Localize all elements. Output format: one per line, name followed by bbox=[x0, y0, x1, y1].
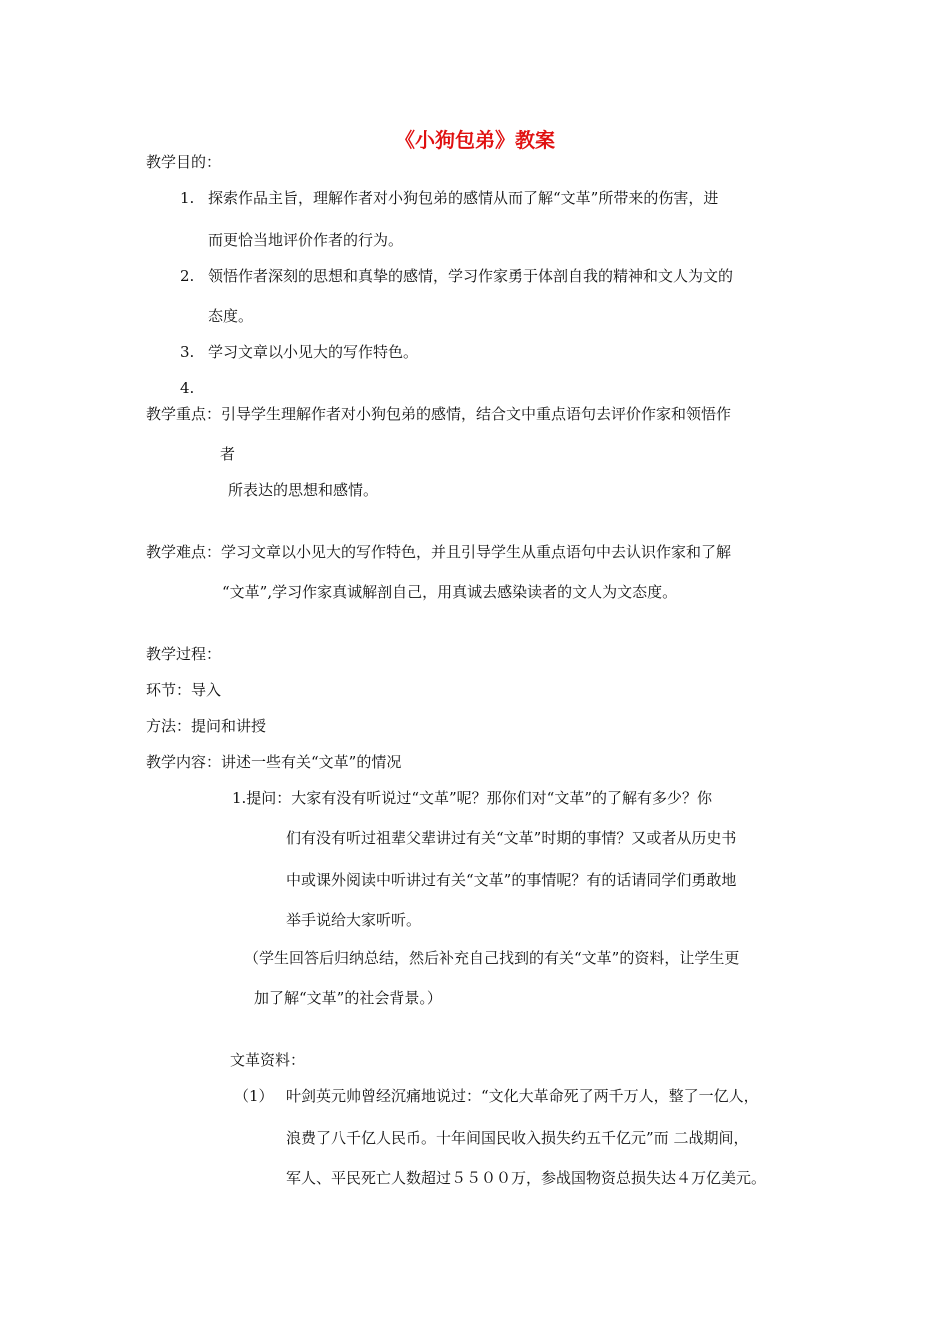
goals-label: 教学目的： bbox=[146, 153, 222, 171]
question-line-1: 1.提问：大家有没有听说过“文革”呢？那你们对“文革”的了解有多少？你 bbox=[232, 789, 712, 807]
goal-item-2 bbox=[180, 266, 733, 286]
content-line: 教学内容：讲述一些有关“文革”的情况 bbox=[146, 753, 402, 771]
goal-number: 4. bbox=[180, 379, 195, 397]
segment-line: 环节：导入 bbox=[146, 681, 222, 699]
question-line-2: 们有没有听过祖辈父辈讲过有关“文革”时期的事情？又或者从历史书 bbox=[286, 829, 737, 847]
goal-number: 1. bbox=[180, 189, 195, 207]
goal-text: 学习文章以小见大的写作特色。 bbox=[208, 343, 419, 361]
key-points-line-1: 教学重点：引导学生理解作者对小狗包弟的感情，结合文中重点语句去评价作家和领悟作 bbox=[146, 405, 732, 423]
process-label: 教学过程： bbox=[146, 645, 222, 663]
goal-item-1-cont: 而更恰当地评价作者的行为。 bbox=[208, 231, 404, 249]
document-title: 《小狗包弟》教案 bbox=[395, 128, 555, 152]
material-line-1: 叶剑英元帅曾经沉痛地说过：“文化大革命死了两千万人，整了一亿人， bbox=[286, 1087, 759, 1105]
goal-text: 领悟作者深刻的思想和真挚的感情，学习作家勇于体剖自我的精神和文人为文的 bbox=[208, 267, 734, 285]
goal-item-4 bbox=[180, 378, 208, 398]
goal-item-3 bbox=[180, 342, 418, 362]
note-line-2: 加了解“文革”的社会背景。） bbox=[254, 989, 442, 1007]
goal-number: 2. bbox=[180, 267, 195, 285]
key-points-line-3: 所表达的思想和感情。 bbox=[228, 481, 379, 499]
goal-text: 探索作品主旨，理解作者对小狗包弟的感情从而了解“文革”所带来的伤害，进 bbox=[208, 189, 719, 207]
note-line-1: （学生回答后归纳总结，然后补充自己找到的有关“文革”的资料，让学生更 bbox=[244, 949, 740, 967]
material-line-3: 军人、平民死亡人数超过５５００万，参战国物资总损失达４万亿美元。 bbox=[286, 1169, 767, 1187]
difficulties-line-2: “文革”,学习作家真诚解剖自己，用真诚去感染读者的文人为文态度。 bbox=[222, 583, 678, 601]
goal-item-2-cont: 态度。 bbox=[208, 307, 254, 325]
difficulties-line-1: 教学难点：学习文章以小见大的写作特色，并且引导学生从重点语句中去认识作家和了解 bbox=[146, 543, 732, 561]
question-line-3: 中或课外阅读中听讲过有关“文革”的事情呢？有的话请同学们勇敢地 bbox=[286, 871, 737, 889]
material-label: 文革资料： bbox=[230, 1051, 306, 1069]
key-points-line-2: 者 bbox=[220, 445, 236, 463]
method-line: 方法：提问和讲授 bbox=[146, 717, 267, 735]
material-number: （1） bbox=[234, 1087, 274, 1105]
goal-number: 3. bbox=[180, 343, 195, 361]
material-line-2: 浪费了八千亿人民币。十年间国民收入损失约五千亿元”而 二战期间， bbox=[286, 1129, 749, 1147]
question-line-4: 举手说给大家听听。 bbox=[286, 911, 422, 929]
goal-item-1 bbox=[180, 188, 718, 208]
